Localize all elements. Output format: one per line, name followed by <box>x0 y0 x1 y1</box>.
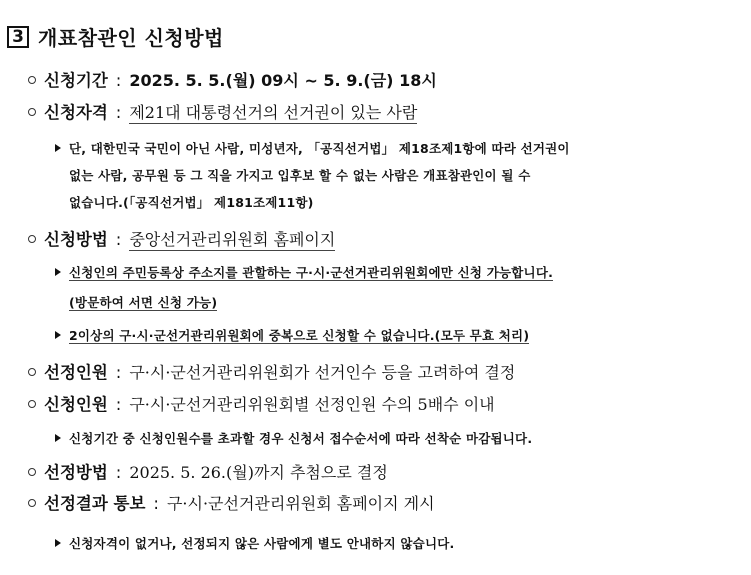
triangle-bullet-icon <box>55 268 61 276</box>
item-label: 선정방법 <box>44 463 108 482</box>
item-result-notice <box>28 490 435 514</box>
note-method-1-line-2: (방문하여 서면 신청 가능) <box>69 295 218 310</box>
item-selection-method <box>28 459 388 483</box>
item-label: 신청자격 <box>44 103 108 122</box>
item-colon: : <box>115 463 122 482</box>
item-value: 중앙선거관리위원회 홈페이지 <box>129 230 336 249</box>
item-colon: : <box>115 103 122 122</box>
item-value: 구·시·군선거관리위원회별 선정인원 수의 5배수 이내 <box>129 395 495 414</box>
item-colon: : <box>115 230 122 249</box>
item-colon: : <box>115 363 122 382</box>
item-label: 신청인원 <box>44 395 108 414</box>
circle-bullet-icon <box>28 468 36 476</box>
item-eligibility <box>28 99 417 123</box>
note-eligibility-line-3: 없습니다.(「공직선거법」 제181조제11항) <box>69 195 314 210</box>
section-title: 개표참관인 신청방법 <box>38 26 224 50</box>
item-selection-count <box>28 359 515 383</box>
section-heading <box>7 22 224 51</box>
item-applicant-count <box>28 391 495 415</box>
item-application-period <box>28 67 437 91</box>
circle-bullet-icon <box>28 400 36 408</box>
note-result: 신청자격이 없거나, 선정되지 않은 사람에게 별도 안내하지 않습니다. <box>55 533 454 552</box>
item-value: 2025. 5. 26.(월)까지 추첨으로 결정 <box>129 463 388 482</box>
circle-bullet-icon <box>28 76 36 84</box>
triangle-bullet-icon <box>55 331 61 339</box>
item-label: 선정인원 <box>44 363 108 382</box>
item-application-method <box>28 226 335 250</box>
note-eligibility-line-1: 단, 대한민국 국민이 아닌 사람, 미성년자, 「공직선거법」 제18조제1항에 따라 선거권이 <box>55 138 570 157</box>
item-colon: : <box>115 71 122 90</box>
item-value: 구·시·군선거관리위원회 홈페이지 게시 <box>166 494 435 513</box>
note-applicants: 신청기간 중 신청인원수를 초과할 경우 신청서 접수순서에 따라 선착순 마감됩니다. <box>55 428 532 447</box>
item-label: 선정결과 통보 <box>44 494 146 513</box>
item-label: 신청기간 <box>44 71 108 90</box>
item-colon: : <box>115 395 122 414</box>
note-eligibility-line-2: 없는 사람, 공무원 등 그 직을 가지고 입후보 할 수 없는 사람은 개표참관인이 될 수 <box>69 168 531 183</box>
note-method-2: 2이상의 구·시·군선거관리위원회에 중복으로 신청할 수 없습니다.(모두 무효 처리) <box>55 325 529 344</box>
note-method-1-line-1: 신청인의 주민등록상 주소지를 관할하는 구·시·군선거관리위원회에만 신청 가능합니다. <box>55 262 553 281</box>
triangle-bullet-icon <box>55 434 61 442</box>
circle-bullet-icon <box>28 499 36 507</box>
triangle-bullet-icon <box>55 144 61 152</box>
item-label: 신청방법 <box>44 230 108 249</box>
section-number-box: 3 <box>7 26 29 48</box>
item-value: 2025. 5. 5.(월) 09시 ~ 5. 9.(금) 18시 <box>129 71 437 90</box>
triangle-bullet-icon <box>55 539 61 547</box>
item-value: 제21대 대통령선거의 선거권이 있는 사람 <box>129 103 418 122</box>
item-colon: : <box>153 494 159 513</box>
circle-bullet-icon <box>28 235 36 243</box>
circle-bullet-icon <box>28 368 36 376</box>
circle-bullet-icon <box>28 108 36 116</box>
item-value: 구·시·군선거관리위원회가 선거인수 등을 고려하여 결정 <box>129 363 516 382</box>
